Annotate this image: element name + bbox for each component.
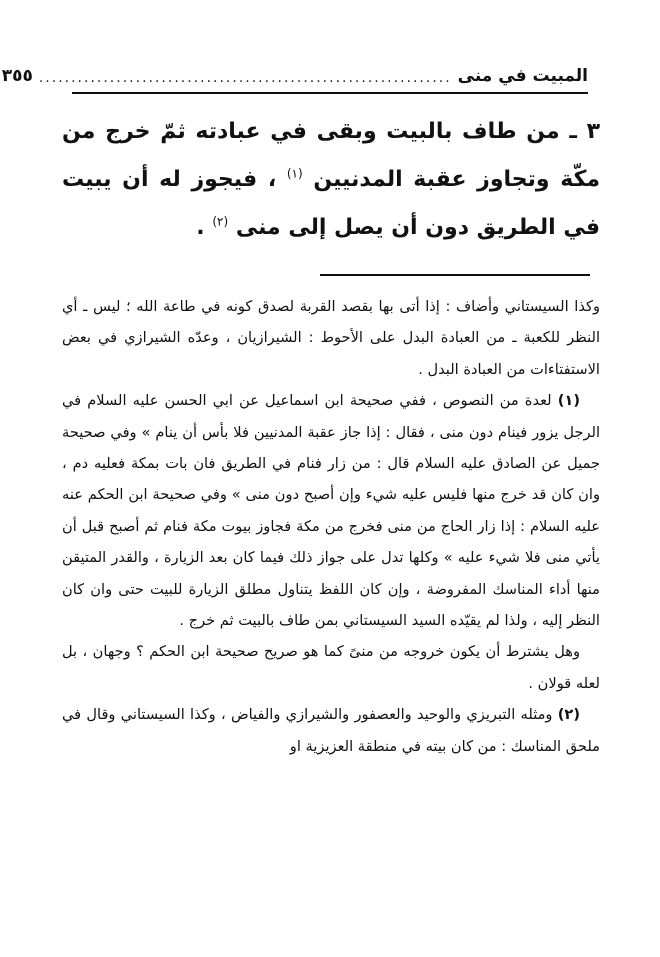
footnote-continuation: وكذا السيستاني وأضاف : إذا أتى بها بقصد القربة لصدق كونه في طاعة الله ؛ ليس ـ أي النظر للكعبة ـ من العبادة البدل على الأحوط : الشيرازيان ، وعدّه الشيرازي في بعض الاستفتاءات من العبادة البدل . — [62, 298, 600, 378]
main-text-part-2: ، فيجوز له أن يبيت في الطريق دون أن يصل إلى منى — [62, 167, 600, 240]
footnote-2 — [62, 699, 600, 762]
page-header — [1, 58, 588, 86]
footnote-1 — [62, 385, 600, 636]
footnote-marker-2[interactable]: (٢) — [212, 214, 229, 229]
header-divider — [72, 92, 588, 94]
main-text-part-1: ٣ ـ من طاف بالبيت وبقى في عبادته ثمّ خرج من مكّة وتجاوز عقبة المدنيين — [62, 119, 600, 192]
page-number: ٣٥٥ — [1, 66, 33, 86]
footnote-1-text: لعدة من النصوص ، ففي صحيحة ابن اسماعيل عن ابي الحسن عليه السلام في الرجل يزور فينام دون منى ، فقال : إذا جاز عقبة المدنيين فلا بأس أن ينام » وفي صحيحة جميل عن الصادق عليه السلام قال : من زار فنام في الطريق فان بات بمكة فعليه دم ، وان كان قد خرج منها فليس عليه شيء وإن أصبح دون منى » وفي صحيحة ابن الحكم عنه عليه السلام : إذا زار الحاج من منى فخرج من مكة فجاوز بيوت مكة فنام ثم أصبح قبل أن يأتي منى فلا شيء عليه » وكلها تدل على جواز ذلك فيما كان بعد الزيارة ، والقدر المتيقن منها أداء المناسك المفروضة ، وإن كان اللفظ يتناول مطلق الزيارة للبيت حتى وان كان النظر إليه ، ولذا لم يقيّده السيد السيستاني بمن طاف بالبيت ثم خرج . — [62, 392, 600, 630]
main-text — [62, 108, 600, 252]
footnote-1-number: (١) — [557, 392, 580, 410]
footnote-divider — [320, 274, 590, 276]
footnotes — [62, 291, 600, 762]
leader-dots: ................................................................ — [38, 70, 452, 86]
running-title: المبيت في منى — [457, 66, 588, 86]
main-text-part-3: . — [196, 215, 205, 240]
footnote-2-text: ومثله التبريزي والوحيد والعصفور والشيرازي والفياض ، وكذا السيستاني وقال في ملحق المناسك : من كان بيته في منطقة العزيزية او — [62, 706, 600, 755]
footnote-1-extra: وهل يشترط أن يكون خروجه من منىً كما هو صريح صحيحة ابن الحكم ؟ وجهان ، بل لعله قولان . — [62, 643, 600, 692]
main-paragraph — [62, 108, 600, 252]
footnote-2-number: (٢) — [557, 706, 580, 724]
footnote-marker-1[interactable]: (١) — [286, 166, 303, 181]
